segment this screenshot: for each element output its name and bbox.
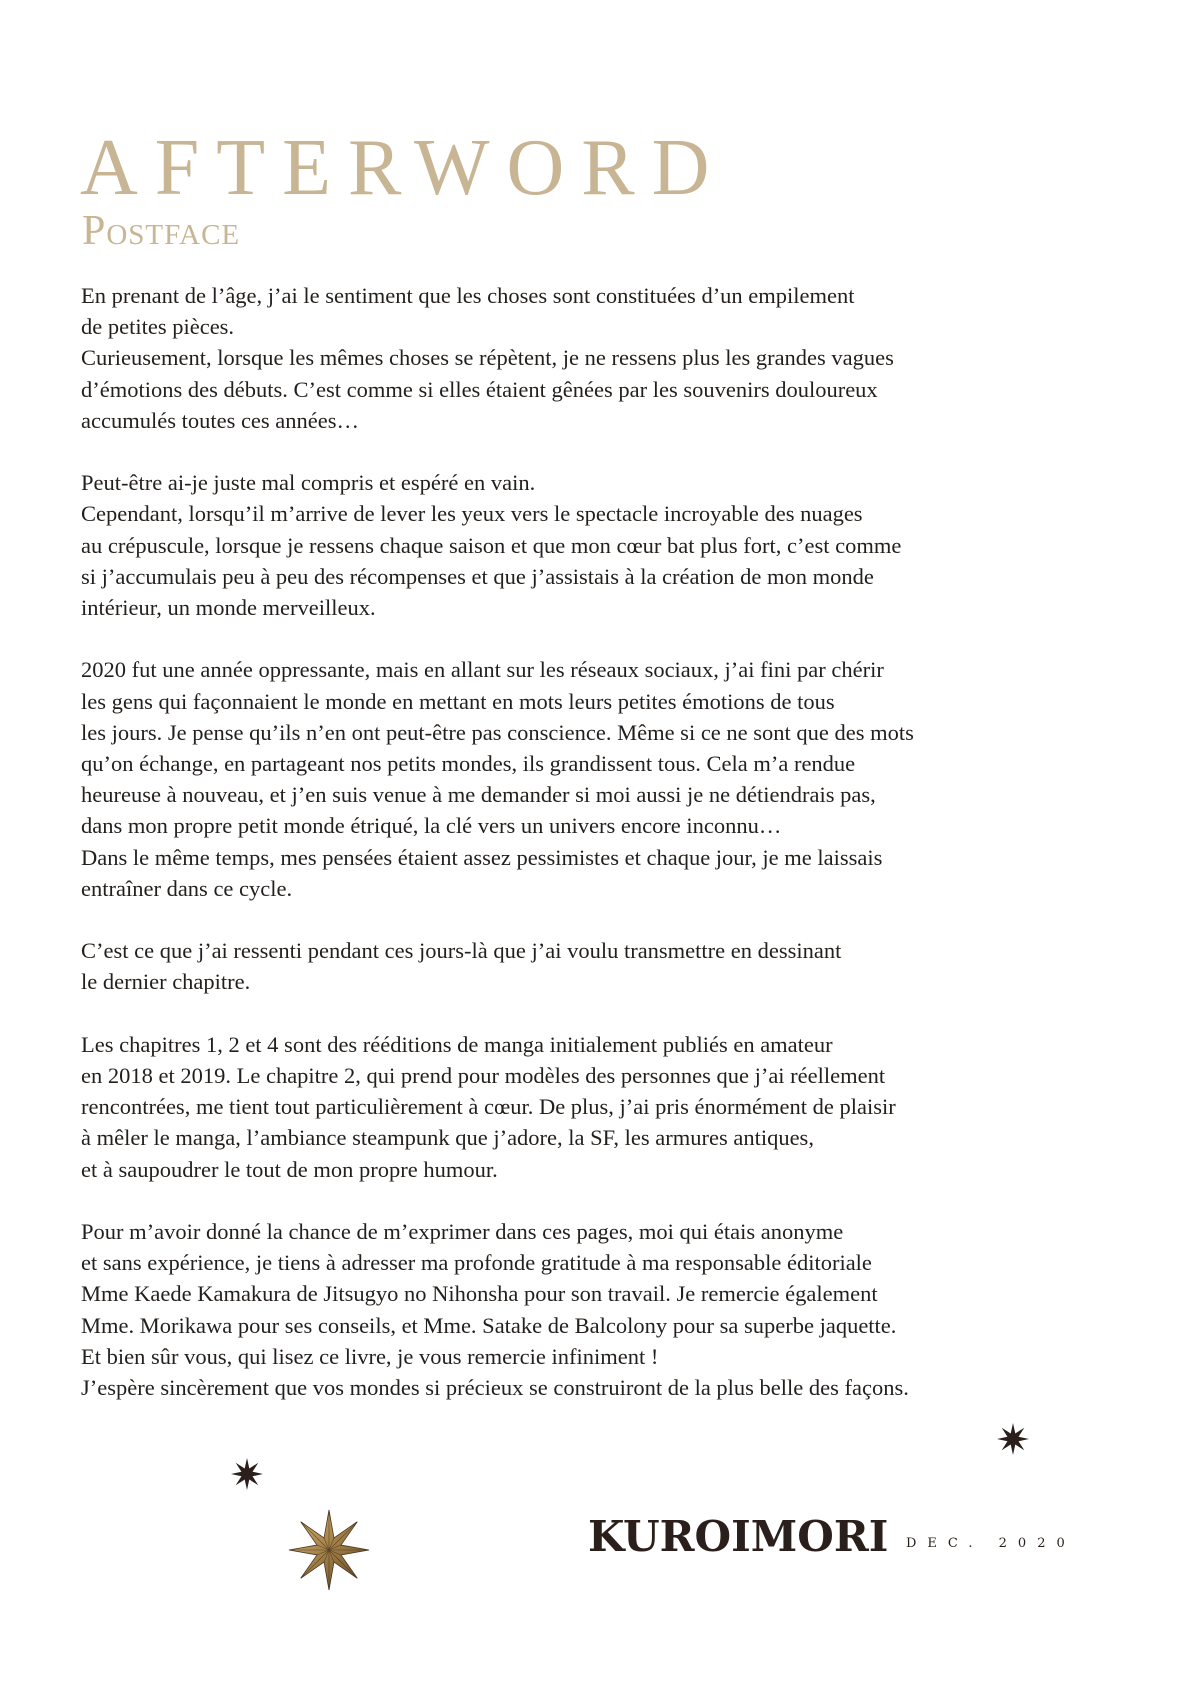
text-line: accumulés toutes ces années…	[81, 407, 360, 433]
text-line: qu’on échange, en partageant nos petits mondes, ils grandissent tous. Cela m’a rendue	[81, 751, 856, 777]
text-line: rencontrées, me tient tout particulièrement à cœur. De plus, j’ai pris énormément de plaisir	[81, 1094, 896, 1120]
text-line: 2020 fut une année oppressante, mais en allant sur les réseaux sociaux, j’ai fini par chérir	[81, 657, 884, 683]
text-line: dans mon propre petit monde étriqué, la clé vers un univers encore inconnu…	[81, 813, 782, 839]
text-line: J’espère sincèrement que vos mondes si précieux se construiront de la plus belle des façons.	[81, 1375, 909, 1401]
body-paragraph	[81, 935, 1131, 997]
body-paragraph	[81, 654, 1131, 904]
body-paragraph	[81, 467, 1131, 623]
text-line: de petites pièces.	[81, 314, 235, 340]
text-line: Dans le même temps, mes pensées étaient assez pessimistes et chaque jour, je me laissais	[81, 844, 883, 870]
text-line: C’est ce que j’ai ressenti pendant ces jours-là que j’ai voulu transmettre en dessinant	[81, 938, 842, 964]
text-line: Pour m’avoir donné la chance de m’exprimer dans ces pages, moi qui étais anonyme	[81, 1219, 844, 1245]
text-line: Peut-être ai-je juste mal compris et espéré en vain.	[81, 470, 536, 496]
text-line: au crépuscule, lorsque je ressens chaque saison et que mon cœur bat plus fort, c’est comme	[81, 532, 902, 558]
gold-star-icon	[287, 1508, 371, 1592]
text-line: Curieusement, lorsque les mêmes choses se répètent, je ne ressens plus les grandes vagues	[81, 345, 894, 371]
body-paragraph	[81, 280, 1131, 436]
text-line: et à saupoudrer le tout de mon propre humour.	[81, 1156, 498, 1182]
small-star-icon	[995, 1421, 1031, 1457]
text-line: Mme Kaede Kamakura de Jitsugyo no Nihonsha pour son travail. Je remercie également	[81, 1281, 878, 1307]
signature-date: DEC. 2020	[906, 1536, 1076, 1551]
text-line: si j’accumulais peu à peu des récompenses et que j’assistais à la création de mon monde	[81, 563, 874, 589]
text-line: Et bien sûr vous, qui lisez ce livre, je vous remercie infiniment !	[81, 1343, 659, 1369]
text-line: les jours. Je pense qu’ils n’en ont peut-être pas conscience. Même si ce ne sont que des mots	[81, 719, 914, 745]
text-line: En prenant de l’âge, j’ai le sentiment que les choses sont constituées d’un empilement	[81, 283, 855, 308]
text-line: heureuse à nouveau, et j’en suis venue à me demander si moi aussi je ne détiendrais pas,	[81, 782, 876, 808]
text-line: d’émotions des débuts. C’est comme si elles étaient gênées par les souvenirs douloureux	[81, 376, 878, 402]
body-paragraph	[81, 1216, 1131, 1403]
text-line: et sans expérience, je tiens à adresser ma profonde gratitude à ma responsable éditoriale	[81, 1250, 872, 1276]
author-signature: KUROIMORI	[588, 1512, 889, 1561]
text-line: Les chapitres 1, 2 et 4 sont des rééditions de manga initialement publiés en amateur	[81, 1031, 833, 1057]
text-line: à mêler le manga, l’ambiance steampunk que j’adore, la SF, les armures antiques,	[81, 1125, 814, 1151]
text-line: les gens qui façonnaient le monde en mettant en mots leurs petites émotions de tous	[81, 688, 835, 714]
page-subtitle: Postface	[82, 208, 241, 254]
body-paragraph	[81, 1029, 1131, 1185]
text-line: intérieur, un monde merveilleux.	[81, 595, 376, 621]
page-title: AFTERWORD	[80, 124, 727, 212]
text-line: entraîner dans ce cycle.	[81, 875, 293, 901]
text-line: en 2018 et 2019. Le chapitre 2, qui prend pour modèles des personnes que j’ai réellement	[81, 1063, 886, 1089]
text-line: Cependant, lorsqu’il m’arrive de lever les yeux vers le spectacle incroyable des nuages	[81, 501, 863, 527]
small-star-icon	[229, 1456, 265, 1492]
text-line: le dernier chapitre.	[81, 969, 251, 995]
text-line: Mme. Morikawa pour ses conseils, et Mme. Satake de Balcolony pour sa superbe jaquette.	[81, 1312, 897, 1338]
afterword-body	[81, 280, 1131, 1403]
